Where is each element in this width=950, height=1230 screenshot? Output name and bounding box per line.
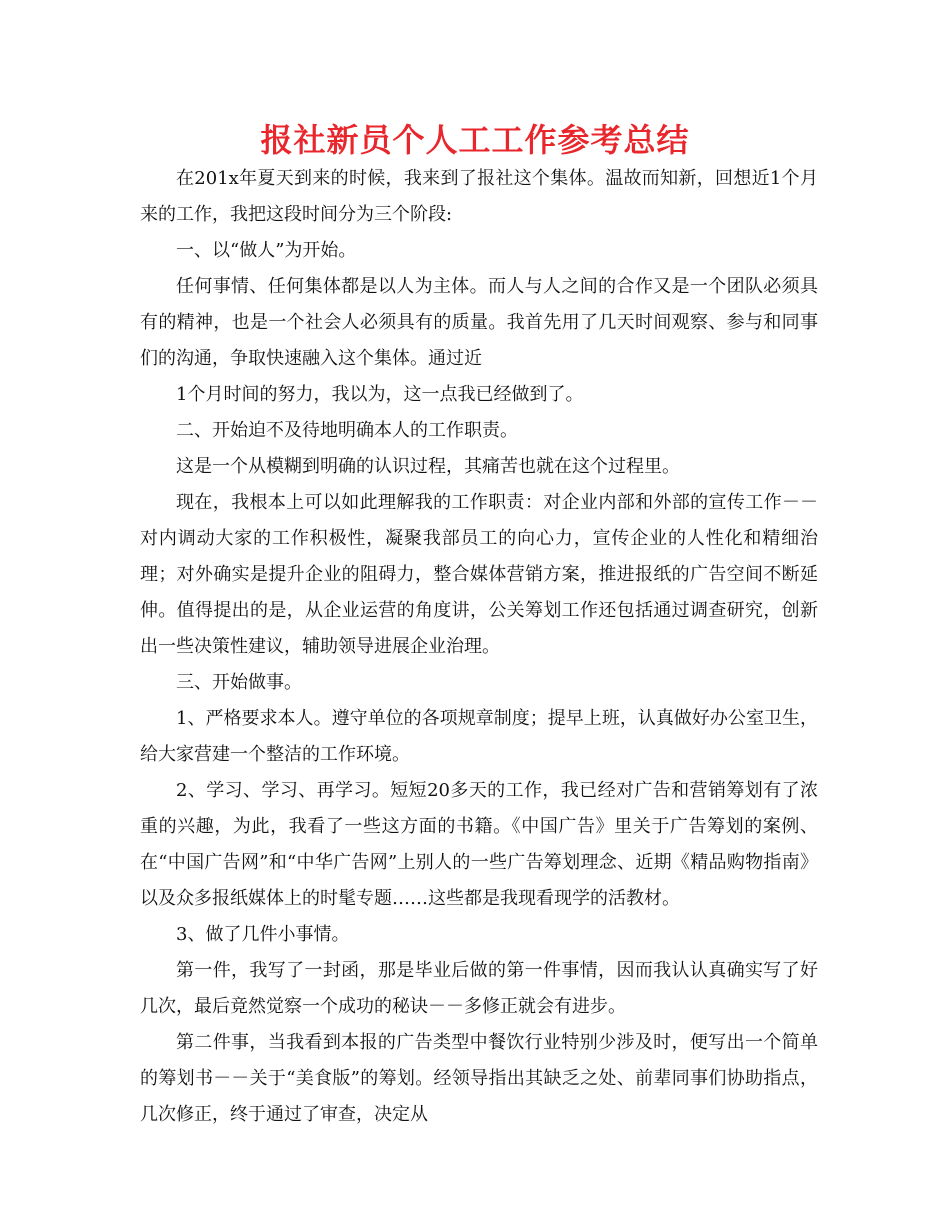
paragraph: 1个月时间的努力，我以为，这一点我已经做到了。 bbox=[176, 384, 584, 405]
paragraph: 1、严格要求本人。遵守单位的各项规章制度；提早上班，认真做好办公室卫生，给大家营建一个整洁的工作环境。 bbox=[140, 708, 818, 765]
paragraph: 3、做了几件小事情。 bbox=[176, 924, 350, 945]
document-title: 报社新员个人工工作参考总结 bbox=[260, 121, 690, 159]
paragraph: 在201x年夏天到来的时候，我来到了报社这个集体。温故而知新，回想近1个月来的工作，我把这段时间分为三个阶段: bbox=[140, 168, 818, 225]
paragraph: 这是一个从模糊到明确的认识过程，其痛苦也就在这个过程里。 bbox=[176, 456, 680, 477]
paragraph: 二、开始迫不及待地明确本人的工作职责。 bbox=[176, 420, 518, 441]
paragraph: 第一件，我写了一封函，那是毕业后做的第一件事情，因而我认认真确实写了好几次，最后竟然觉察一个成功的秘诀－－多修正就会有进步。 bbox=[140, 960, 818, 1017]
paragraph: 一、以“做人”为开始。 bbox=[176, 240, 357, 261]
paragraph: 三、开始做事。 bbox=[176, 672, 302, 693]
document-body bbox=[140, 161, 818, 1133]
paragraph: 2、学习、学习、再学习。短短20多天的工作，我已经对广告和营销筹划有了浓重的兴趣，为此，我看了一些这方面的书籍。《中国广告》里关于广告筹划的案例、在“中国广告网”和“中华广告网”上别人的一些广告筹划理念、近期《精品购物指南》以及众多报纸媒体上的时髦专题……这些都是我现看现学的活教材。 bbox=[140, 780, 818, 909]
paragraph: 第二件事，当我看到本报的广告类型中餐饮行业特别少涉及时，便写出一个简单的筹划书－－关于“美食版”的筹划。经领导指出其缺乏之处、前辈同事们协助指点，几次修正，终于通过了审查，决定从 bbox=[140, 1032, 818, 1125]
paragraph: 现在，我根本上可以如此理解我的工作职责：对企业内部和外部的宣传工作－－对内调动大家的工作积极性，凝聚我部员工的向心力，宣传企业的人性化和精细治理；对外确实是提升企业的阻碍力，整合媒体营销方案，推进报纸的广告空间不断延伸。值得提出的是，从企业运营的角度讲，公关筹划工作还包括通过调查研究，创新出一些决策性建议，辅助领导进展企业治理。 bbox=[140, 492, 818, 657]
paragraph: 任何事情、任何集体都是以人为主体。而人与人之间的合作又是一个团队必须具有的精神，也是一个社会人必须具有的质量。我首先用了几天时间观察、参与和同事们的沟通，争取快速融入这个集体。通过近 bbox=[140, 276, 818, 369]
